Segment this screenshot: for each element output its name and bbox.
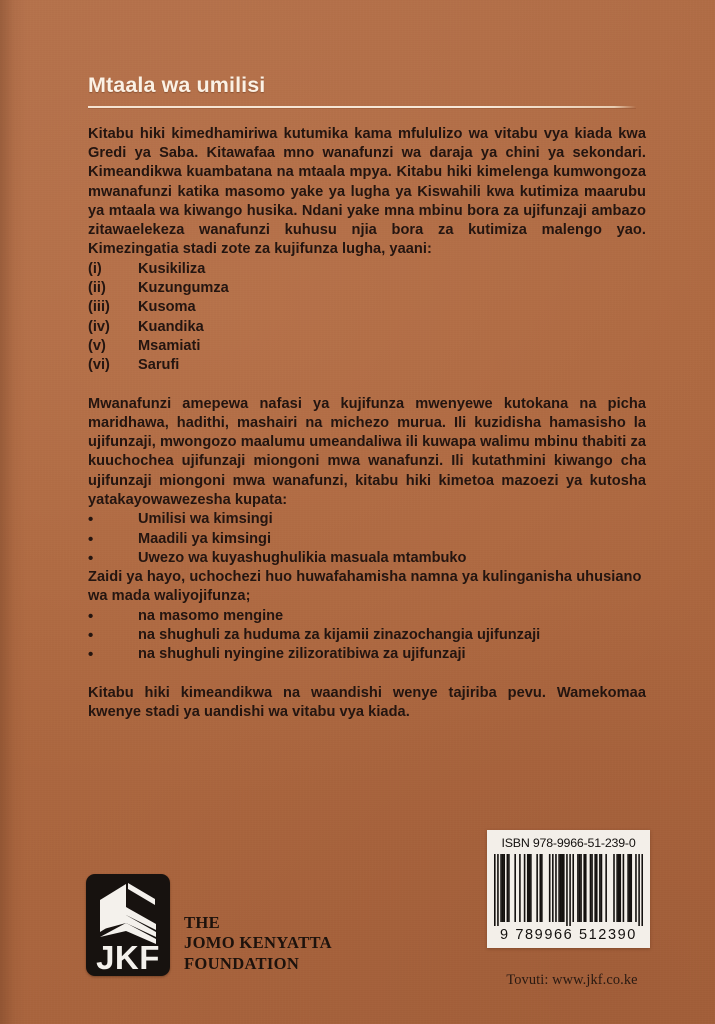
link-item-marker: • [88, 627, 94, 645]
link-item-label: na shughuli nyingine zilizoratibiwa za ujifunzaji [138, 646, 466, 663]
middle-paragraph: Zaidi ya hayo, uchochezi huo huwafahamisha namna ya kulinganisha uhusiano wa mada waliyojifunza; [88, 569, 642, 605]
outcome-item [88, 549, 648, 568]
publisher-logo-block [86, 874, 332, 976]
skill-item [88, 279, 648, 298]
skill-item-label: Sarufi [138, 357, 180, 374]
outcome-item-label: Umilisi wa kimsingi [138, 511, 273, 528]
skill-item [88, 356, 648, 375]
skill-item [88, 298, 648, 317]
skill-item-label: Kusoma [138, 299, 196, 316]
outcome-item-marker: • [88, 530, 94, 548]
skill-item-marker: (iv) [88, 318, 110, 335]
skill-item-marker: (i) [88, 260, 102, 277]
second-paragraph: Mwanafunzi amepewa nafasi ya kujifunza mwenyewe kutokana na picha maridhawa, hadithi, mashairi na michezo murua. Ili kuzidisha hamasisho la ujifunzaji, mwongozo maalumu umeandaliwa ili kuwapa walimu mbinu thabiti za kuuchochea ujifunzaji miongoni mwa wanafunzi. Ili kutathmini kiwango cha ujifunzaji miongoni mwa wanafunzi, kitabu hiki kimetoa mazoezi ya kutosha yatakayowawezesha kupata: [88, 395, 646, 508]
closing-paragraph: Kitabu hiki kimeandikwa na waandishi wenye tajiriba pevu. Wamekomaa kwenye stadi ya uandishi wa vitabu vya kiada. [88, 684, 646, 720]
barcode-bars [494, 854, 643, 926]
skill-item-label: Kuandika [138, 318, 204, 335]
intro-paragraph: Kitabu hiki kimedhamiriwa kutumika kama mfululizo wa vitabu vya kiada kwa Gredi ya Saba. Kitawafaa mno wanafunzi wa daraja ya chini ya sekondari. Kimeandikwa kuambatana na mtaala mpya. Kitabu hiki kimelenga kumwongoza mwanafunzi katika masomo yake ya lugha ya Kiswahili kwa kutimiza maarubu ya mtaala wa kiwango husika. Ndani yake mna mbinu bora za ujifunzaji ambazo zitawaelekeza wanafunzi kuhusu njia bora za kutimiza malengo yao. Kimezingatia stadi zote za kujifunza lugha, yaani: [88, 125, 646, 258]
links-list [88, 607, 648, 665]
skill-item-label: Kusikiliza [138, 260, 206, 277]
link-item-marker: • [88, 607, 94, 625]
publisher-website: Tovuti: www.jkf.co.ke [506, 972, 638, 988]
isbn-label: ISBN 978-9966-51-239-0 [501, 836, 636, 850]
skill-item [88, 318, 648, 337]
link-item [88, 626, 648, 645]
publisher-name-line-3: FOUNDATION [184, 953, 300, 973]
jkf-logo-icon [86, 874, 170, 976]
skill-item-label: Kuzungumza [138, 280, 229, 297]
publisher-name-line-2: JOMO KENYATTA [184, 933, 332, 952]
link-item [88, 645, 648, 664]
skill-item-marker: (ii) [88, 280, 106, 297]
link-item [88, 607, 648, 626]
outcome-item-marker: • [88, 549, 94, 567]
title-block [88, 0, 648, 108]
link-item-label: na masomo mengine [138, 607, 284, 624]
publisher-name-line-1: THE [184, 912, 220, 932]
link-item-label: na shughuli za huduma za kijamii zinazochangia ujifunzaji [138, 627, 541, 644]
isbn-barcode-block [487, 830, 650, 948]
outcomes-list [88, 510, 648, 568]
link-item-marker: • [88, 646, 94, 664]
skill-item-marker: (iii) [88, 299, 110, 316]
svg-text:JKF: JKF [96, 939, 160, 976]
cover-content [88, 0, 648, 722]
skill-item-marker: (vi) [88, 357, 110, 374]
outcome-item-label: Maadili ya kimsingi [138, 530, 272, 547]
cover-footer [0, 826, 715, 1024]
title-divider [88, 106, 636, 108]
outcome-item-marker: • [88, 511, 94, 529]
skill-item-label: Msamiati [138, 337, 201, 354]
outcome-item [88, 510, 648, 529]
skill-item-marker: (v) [88, 337, 106, 354]
skill-item [88, 260, 648, 279]
barcode-digits: 9 789966 512390 [500, 927, 637, 943]
outcome-item-label: Uwezo wa kuyashughulikia masuala mtambuko [138, 549, 467, 566]
page-title: Mtaala wa umilisi [88, 73, 266, 97]
skill-item [88, 337, 648, 356]
publisher-name [184, 913, 332, 975]
outcome-item [88, 530, 648, 549]
skills-list [88, 260, 648, 376]
